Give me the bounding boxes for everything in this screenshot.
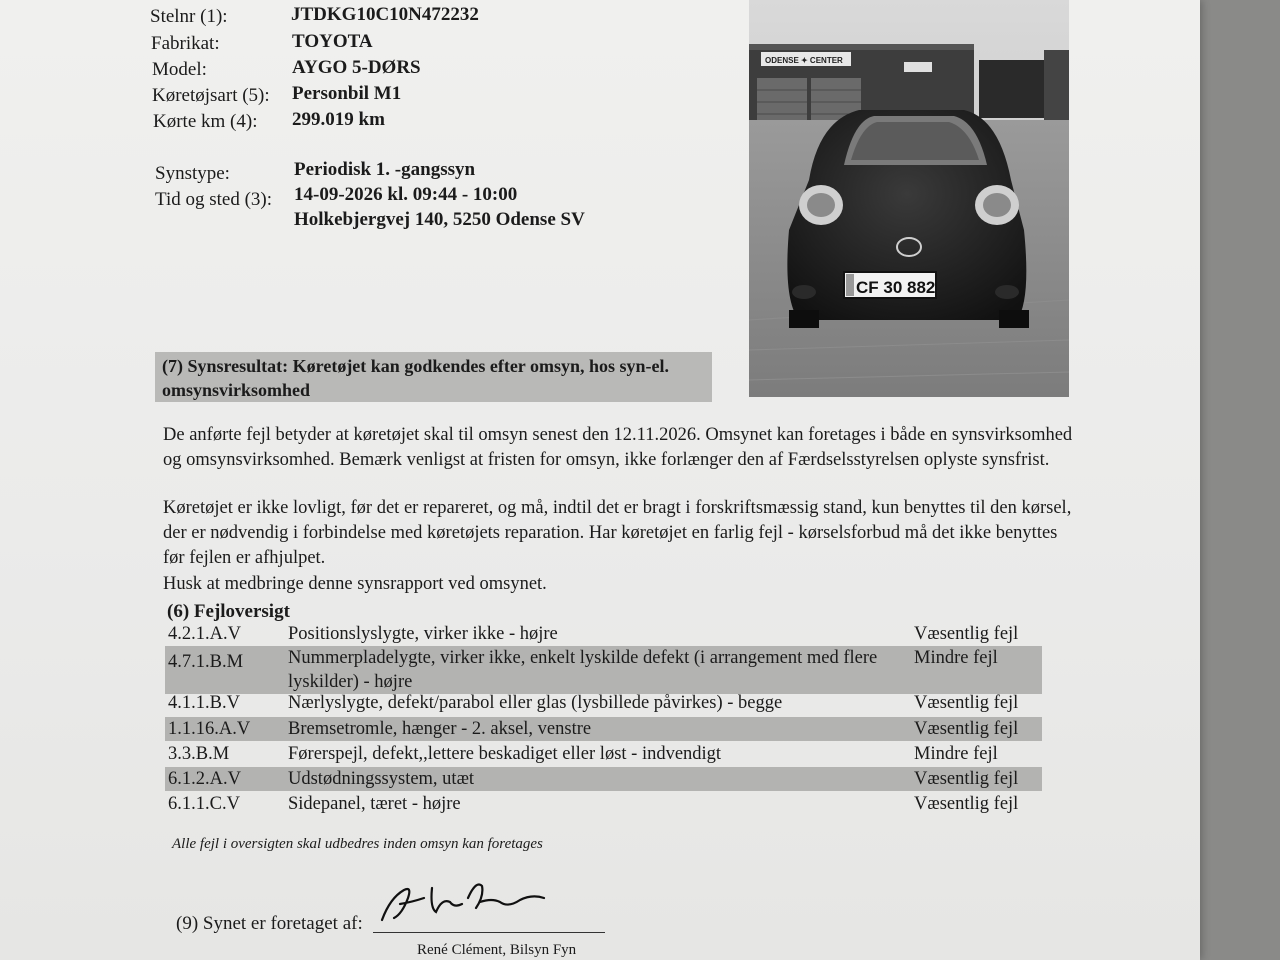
fault-severity: Mindre fejl xyxy=(914,744,998,764)
fault-severity: Væsentlig fejl xyxy=(914,794,1019,814)
fault-severity: Mindre fejl xyxy=(914,648,998,668)
fault-row xyxy=(165,767,1042,791)
sign-text: ODENSE ✦ CENTER xyxy=(765,56,843,65)
fault-note: Alle fejl i oversigten skal udbedres inden omsyn kan foretages xyxy=(172,836,543,852)
fault-row xyxy=(165,742,1042,766)
fault-row xyxy=(165,646,1042,694)
fault-description: Sidepanel, tæret - højre xyxy=(288,794,461,814)
deadline-paragraph: De anførte fejl betyder at køretøjet skal til omsyn senest den 12.11.2026. Omsynet kan foretages i både en synsvirksomhed og omsynsvirksomhed. Bemærk venligst at fristen for omsyn, ikke forlænger den af Færdselsstyrelsen oplyste synsfrist. xyxy=(163,425,1073,470)
fault-description: Nærlyslygte, defekt/parabol eller glas (lysbillede påvirkes) - begge xyxy=(288,693,783,713)
fault-description: Bremsetromle, hænger - 2. aksel, venstre xyxy=(288,719,592,739)
fault-overview-title: (6) Fejloversigt xyxy=(167,601,290,622)
signature-icon xyxy=(372,868,552,932)
fault-code: 6.1.1.C.V xyxy=(168,794,240,814)
fault-severity: Væsentlig fejl xyxy=(914,769,1019,789)
inspection-type-value: Periodisk 1. -gangssyn xyxy=(294,159,476,180)
model-label: Model: xyxy=(152,59,207,80)
fault-severity: Væsentlig fejl xyxy=(914,624,1019,644)
signature-label: (9) Synet er foretaget af: xyxy=(176,913,363,934)
signature-line xyxy=(373,932,605,933)
fault-code: 1.1.16.A.V xyxy=(168,719,251,739)
mileage-value: 299.019 km xyxy=(292,109,385,130)
fault-row xyxy=(165,792,1042,816)
fault-row xyxy=(165,691,1042,715)
fault-description: Nummerpladelygte, virker ikke, enkelt lyskilde defekt (i arrangement med flere lyskilder) - højre xyxy=(288,648,878,692)
legality-paragraph: Køretøjet er ikke lovligt, før det er repareret, og må, indtil det er bragt i forskriftsmæssig stand, kun benyttes til den kørsel, der er nødvendig i forbindelse med køretøjets reparation. Har køretøjet en farlig fejl - kørselsforbud må det ikke benyttes før fejlen er afhjulpet. xyxy=(163,498,1072,568)
vehicle-photo xyxy=(749,0,1069,397)
fault-severity: Væsentlig fejl xyxy=(914,719,1019,739)
fault-row xyxy=(165,622,1042,646)
fault-code: 4.1.1.B.V xyxy=(168,693,240,713)
mileage-label: Kørte km (4): xyxy=(153,111,258,132)
place-value: Holkebjergvej 140, 5250 Odense SV xyxy=(294,209,585,230)
inspection-type-label: Synstype: xyxy=(155,163,230,184)
fault-description: Positionslyslygte, virker ikke - højre xyxy=(288,624,558,644)
car-photo-graphic xyxy=(749,0,1069,397)
license-plate: CF 30 882 xyxy=(856,278,936,297)
time-place-label: Tid og sted (3): xyxy=(155,189,273,210)
inspection-result: (7) Synsresultat: Køretøjet kan godkendes efter omsyn, hos syn-el. omsynsvirksomhed xyxy=(162,356,669,400)
reminder-paragraph: Husk at medbringe denne synsrapport ved omsynet. xyxy=(163,574,547,594)
fault-description: Førerspejl, defekt,,lettere beskadiget eller løst - indvendigt xyxy=(288,744,722,764)
time-value: 14-09-2026 kl. 09:44 - 10:00 xyxy=(294,184,518,205)
vin-value: JTDKG10C10N472232 xyxy=(291,4,479,25)
signer-name: René Clément, Bilsyn Fyn xyxy=(417,942,577,958)
fault-code: 4.7.1.B.M xyxy=(168,652,244,672)
fault-row xyxy=(165,717,1042,741)
fault-code: 4.2.1.A.V xyxy=(168,624,241,644)
vehicle-type-value: Personbil M1 xyxy=(292,83,402,104)
fault-code: 3.3.B.M xyxy=(168,744,230,764)
vehicle-type-label: Køretøjsart (5): xyxy=(152,85,270,106)
model-value: AYGO 5-DØRS xyxy=(292,57,421,78)
signature-scribble xyxy=(372,868,552,937)
make-value: TOYOTA xyxy=(292,31,373,52)
vin-label: Stelnr (1): xyxy=(150,6,228,27)
fault-description: Udstødningssystem, utæt xyxy=(288,769,475,789)
make-label: Fabrikat: xyxy=(151,33,220,54)
fault-code: 6.1.2.A.V xyxy=(168,769,241,789)
fault-severity: Væsentlig fejl xyxy=(914,693,1019,713)
